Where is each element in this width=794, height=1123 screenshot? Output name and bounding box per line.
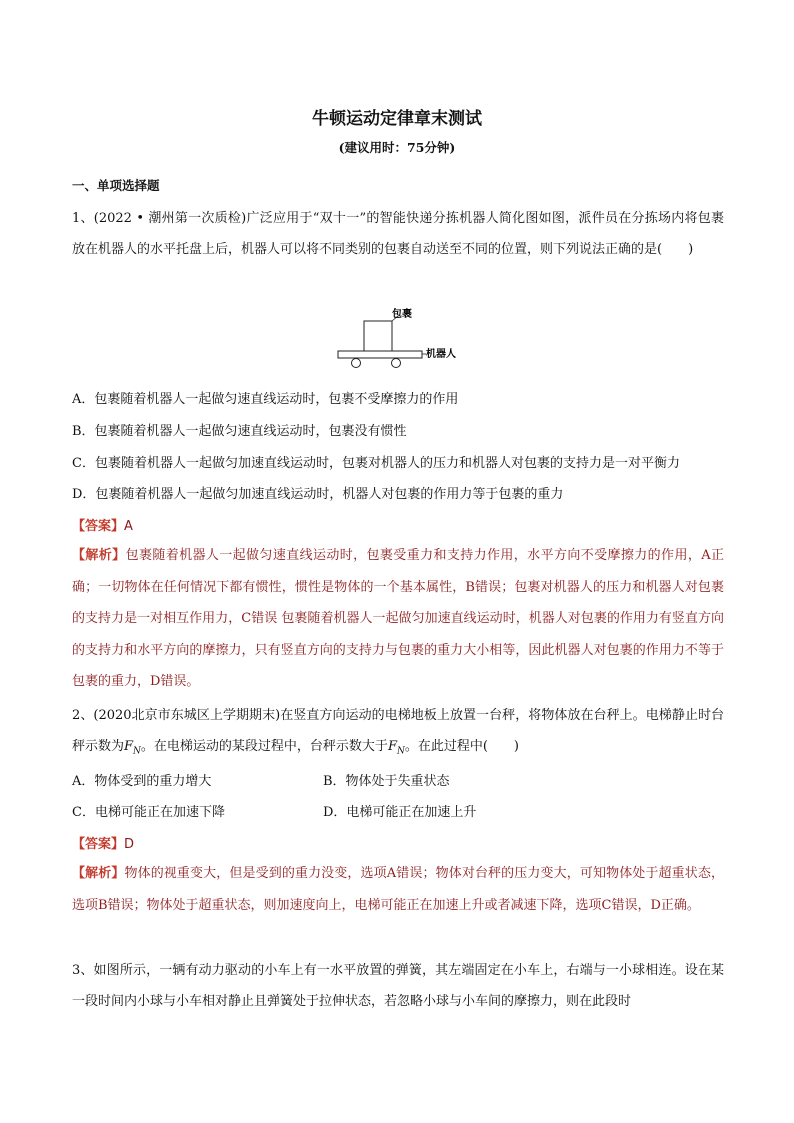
answer-label: 【答案】 (72, 837, 125, 852)
question-1-stem: 1、(2022 • 潮州第一次质检)广泛应用于“双十一”的智能快递分拣机器人简化图如图，派件员在分拣场内将包裹放在机器人的水平托盘上后，机器人可以将不同类别的包裹自动送至不同的位置，则下列说法正确的是( ) (72, 211, 724, 257)
question-2-option-b: B．物体处于失重状态 (323, 774, 450, 789)
answer-label: 【答案】 (72, 519, 125, 534)
robot-wheel-left (352, 359, 361, 368)
explanation-label: 【解析】 (72, 866, 125, 881)
question-2-option-a: A．物体受到的重力增大 (72, 774, 212, 789)
question-1-option-d: D．包裹随着机器人一起做匀加速直线运动时，机器人对包裹的作用力等于包裹的重力 (72, 487, 564, 502)
explanation-text: 包裹随着机器人一起做匀速直线运动时，包裹受重力和支持力作用，水平方向不受摩擦力的作用，A正确；一切物体在任何情况下都有惯性，惯性是物体的一个基本属性，B错误；包裹对机器人的压力和机器人对包裹的支持力是一对相互作用力，C错误 包裹随着机器人一起做匀加速直线运动时，机器人对包裹的作用力有竖直方向的支持力和水平方向的摩擦力，只有竖直方向的支持力与包裹的重力大小相等，因此机器人对包裹的作用力不等于包裹的重力，D错误。 (72, 548, 724, 689)
package-box (364, 321, 392, 351)
question-2-stem (72, 700, 724, 768)
question-2-answer (72, 833, 134, 852)
answer-value: A (124, 519, 133, 534)
force-symbol-1: $F_N$ (124, 739, 141, 757)
robot-tray (338, 351, 422, 358)
section-heading: 一、单项选择题 (72, 178, 160, 193)
explanation-label: 【解析】 (72, 548, 126, 563)
question-2-stem-part-c: 。在此过程中( ) (404, 739, 519, 754)
question-1-option-b: B．包裹随着机器人一起做匀速直线运动时，包裹没有惯性 (72, 424, 407, 439)
question-1-option-c: C．包裹随着机器人一起做匀加速直线运动时，包裹对机器人的压力和机器人对包裹的支持力是一对平衡力 (72, 456, 680, 471)
question-1-option-a: A．包裹随着机器人一起做匀速直线运动时，包裹不受摩擦力的作用 (72, 392, 459, 407)
page-subtitle: (建议用时：75分钟) (338, 140, 456, 155)
question-1-answer (72, 515, 133, 534)
page-title: 牛顿运动定律章末测试 (312, 109, 482, 129)
robot-label: 机器人 (426, 349, 456, 360)
question-2-stem-part-b: 。在电梯运动的某段过程中，台秤示数大于 (140, 739, 388, 754)
robot-package-figure (330, 304, 470, 374)
force-symbol-2: $F_N$ (387, 739, 405, 757)
robot-wheel-right (392, 359, 401, 368)
answer-value: D (124, 837, 135, 852)
question-2-option-d: D．电梯可能正在加速上升 (323, 805, 477, 820)
explanation-text: 物体的视重变大，但是受到的重力没变，选项A错误；物体对台秤的压力变大，可知物体处于超重状态，选项B错误；物体处于超重状态，则加速度向上，电梯可能正在加速上升或者减速下降，选项C错误，D正确。 (72, 866, 724, 913)
question-2-option-c: C．电梯可能正在加速下降 (72, 805, 225, 820)
question-2-explanation (72, 858, 724, 921)
question-2-stem-part-a: 2、(2020北京市东城区上学期期末)在竖直方向运动的电梯地板上放置一台秤，将物体放在台秤上。电梯静止时台秤示数为 (72, 708, 724, 754)
question-1-explanation (72, 540, 724, 698)
question-3-stem: 3、如图所示，一辆有动力驱动的小车上有一水平放置的弹簧，其左端固定在小车上，右端与一小球相连。设在某一段时间内小球与小车相对静止且弹簧处于拉伸状态，若忽略小球与小车间的摩擦力，则在此段时 (72, 963, 724, 1009)
package-label: 包裹 (392, 309, 412, 320)
